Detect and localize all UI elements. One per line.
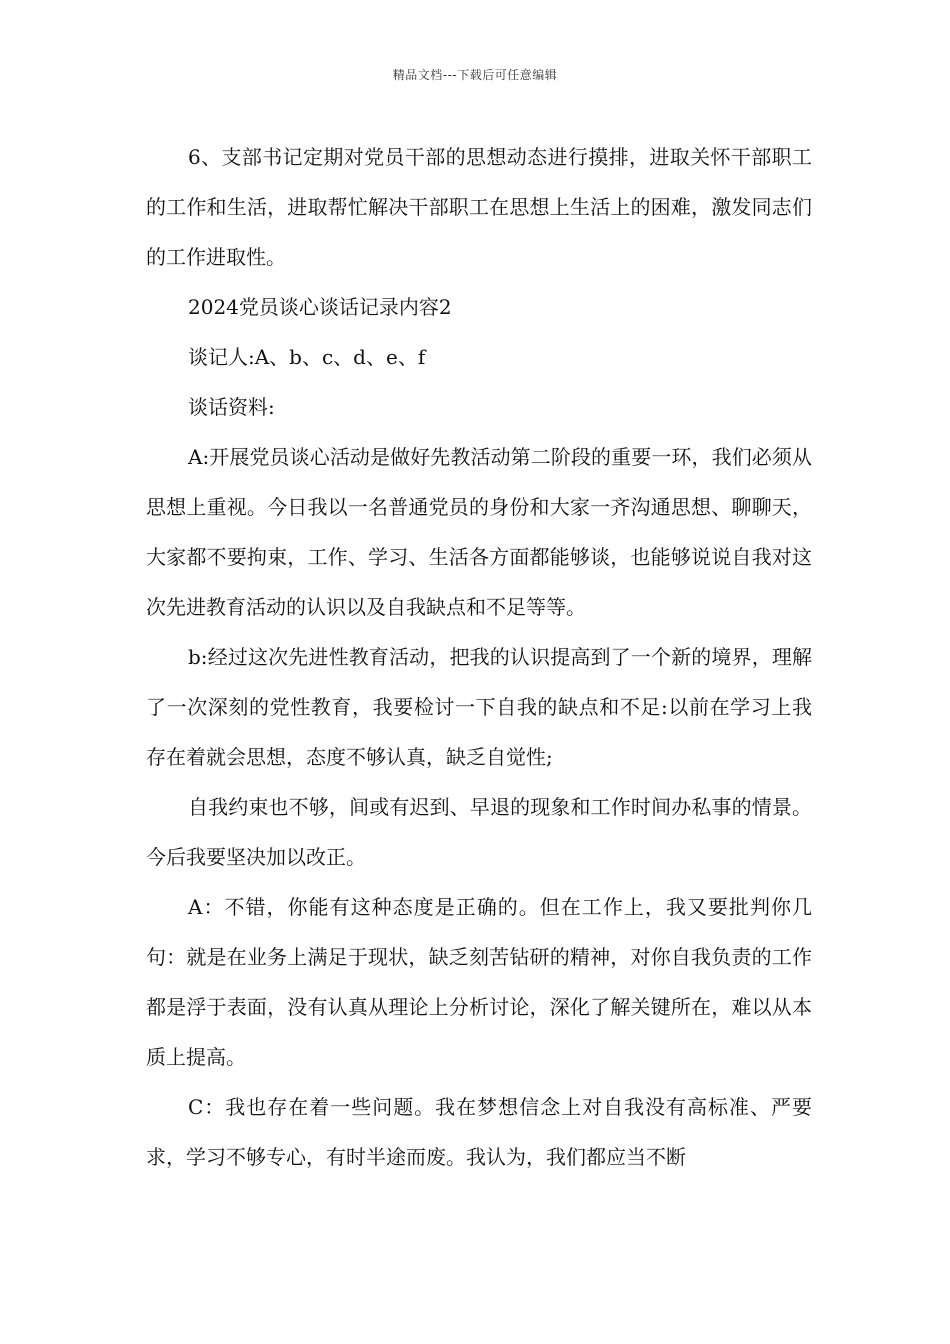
paragraph-a-2: A：不错，你能有这种态度是正确的。但在工作上，我又要批判你几句：就是在业务上满足于现状，缺乏刻苦钻研的精神，对你自我负责的工作都是浮于表面，没有认真从理论上分析讨论，深化了解关键所在，难以从本质上提高。 [146, 895, 812, 1069]
paragraph-a-1: A:开展党员谈心活动是做好先教活动第二阶段的重要一环，我们必须从思想上重视。今日我以一名普通党员的身份和大家一齐沟通思想、聊聊天，大家都不要拘束，工作、学习、生活各方面都能够谈，也能够说说自我对这次先进教育活动的认识以及自我缺点和不足等等。 [146, 445, 812, 619]
page-header: 精品文档---下载后可任意编辑 [392, 68, 558, 82]
paragraph-1: 6、支部书记定期对党员干部的思想动态进行摸排，进取关怀干部职工的工作和生活，进取帮忙解决干部职工在思想上生活上的困难，激发同志们的工作进取性。 [146, 145, 812, 269]
paragraph-c-1: C：我也存在着一些问题。我在梦想信念上对自我没有高标准、严要求，学习不够专心，有时半途而废。我认为，我们都应当不断 [146, 1095, 812, 1169]
section-title: 2024党员谈心谈话记录内容2 [188, 295, 452, 319]
participants-line: 谈记人:A、b、c、d、e、f [188, 345, 426, 369]
content-label: 谈话资料: [188, 395, 275, 419]
document-body [146, 132, 812, 1182]
paragraph-b-2: 自我约束也不够，间或有迟到、早退的现象和工作时间办私事的情景。今后我要坚决加以改正。 [146, 795, 812, 869]
paragraph-b-1: b:经过这次先进性教育活动，把我的认识提高到了一个新的境界，理解了一次深刻的党性教育，我要检讨一下自我的缺点和不足:以前在学习上我存在着就会思想，态度不够认真，缺乏自觉性; [146, 645, 812, 769]
